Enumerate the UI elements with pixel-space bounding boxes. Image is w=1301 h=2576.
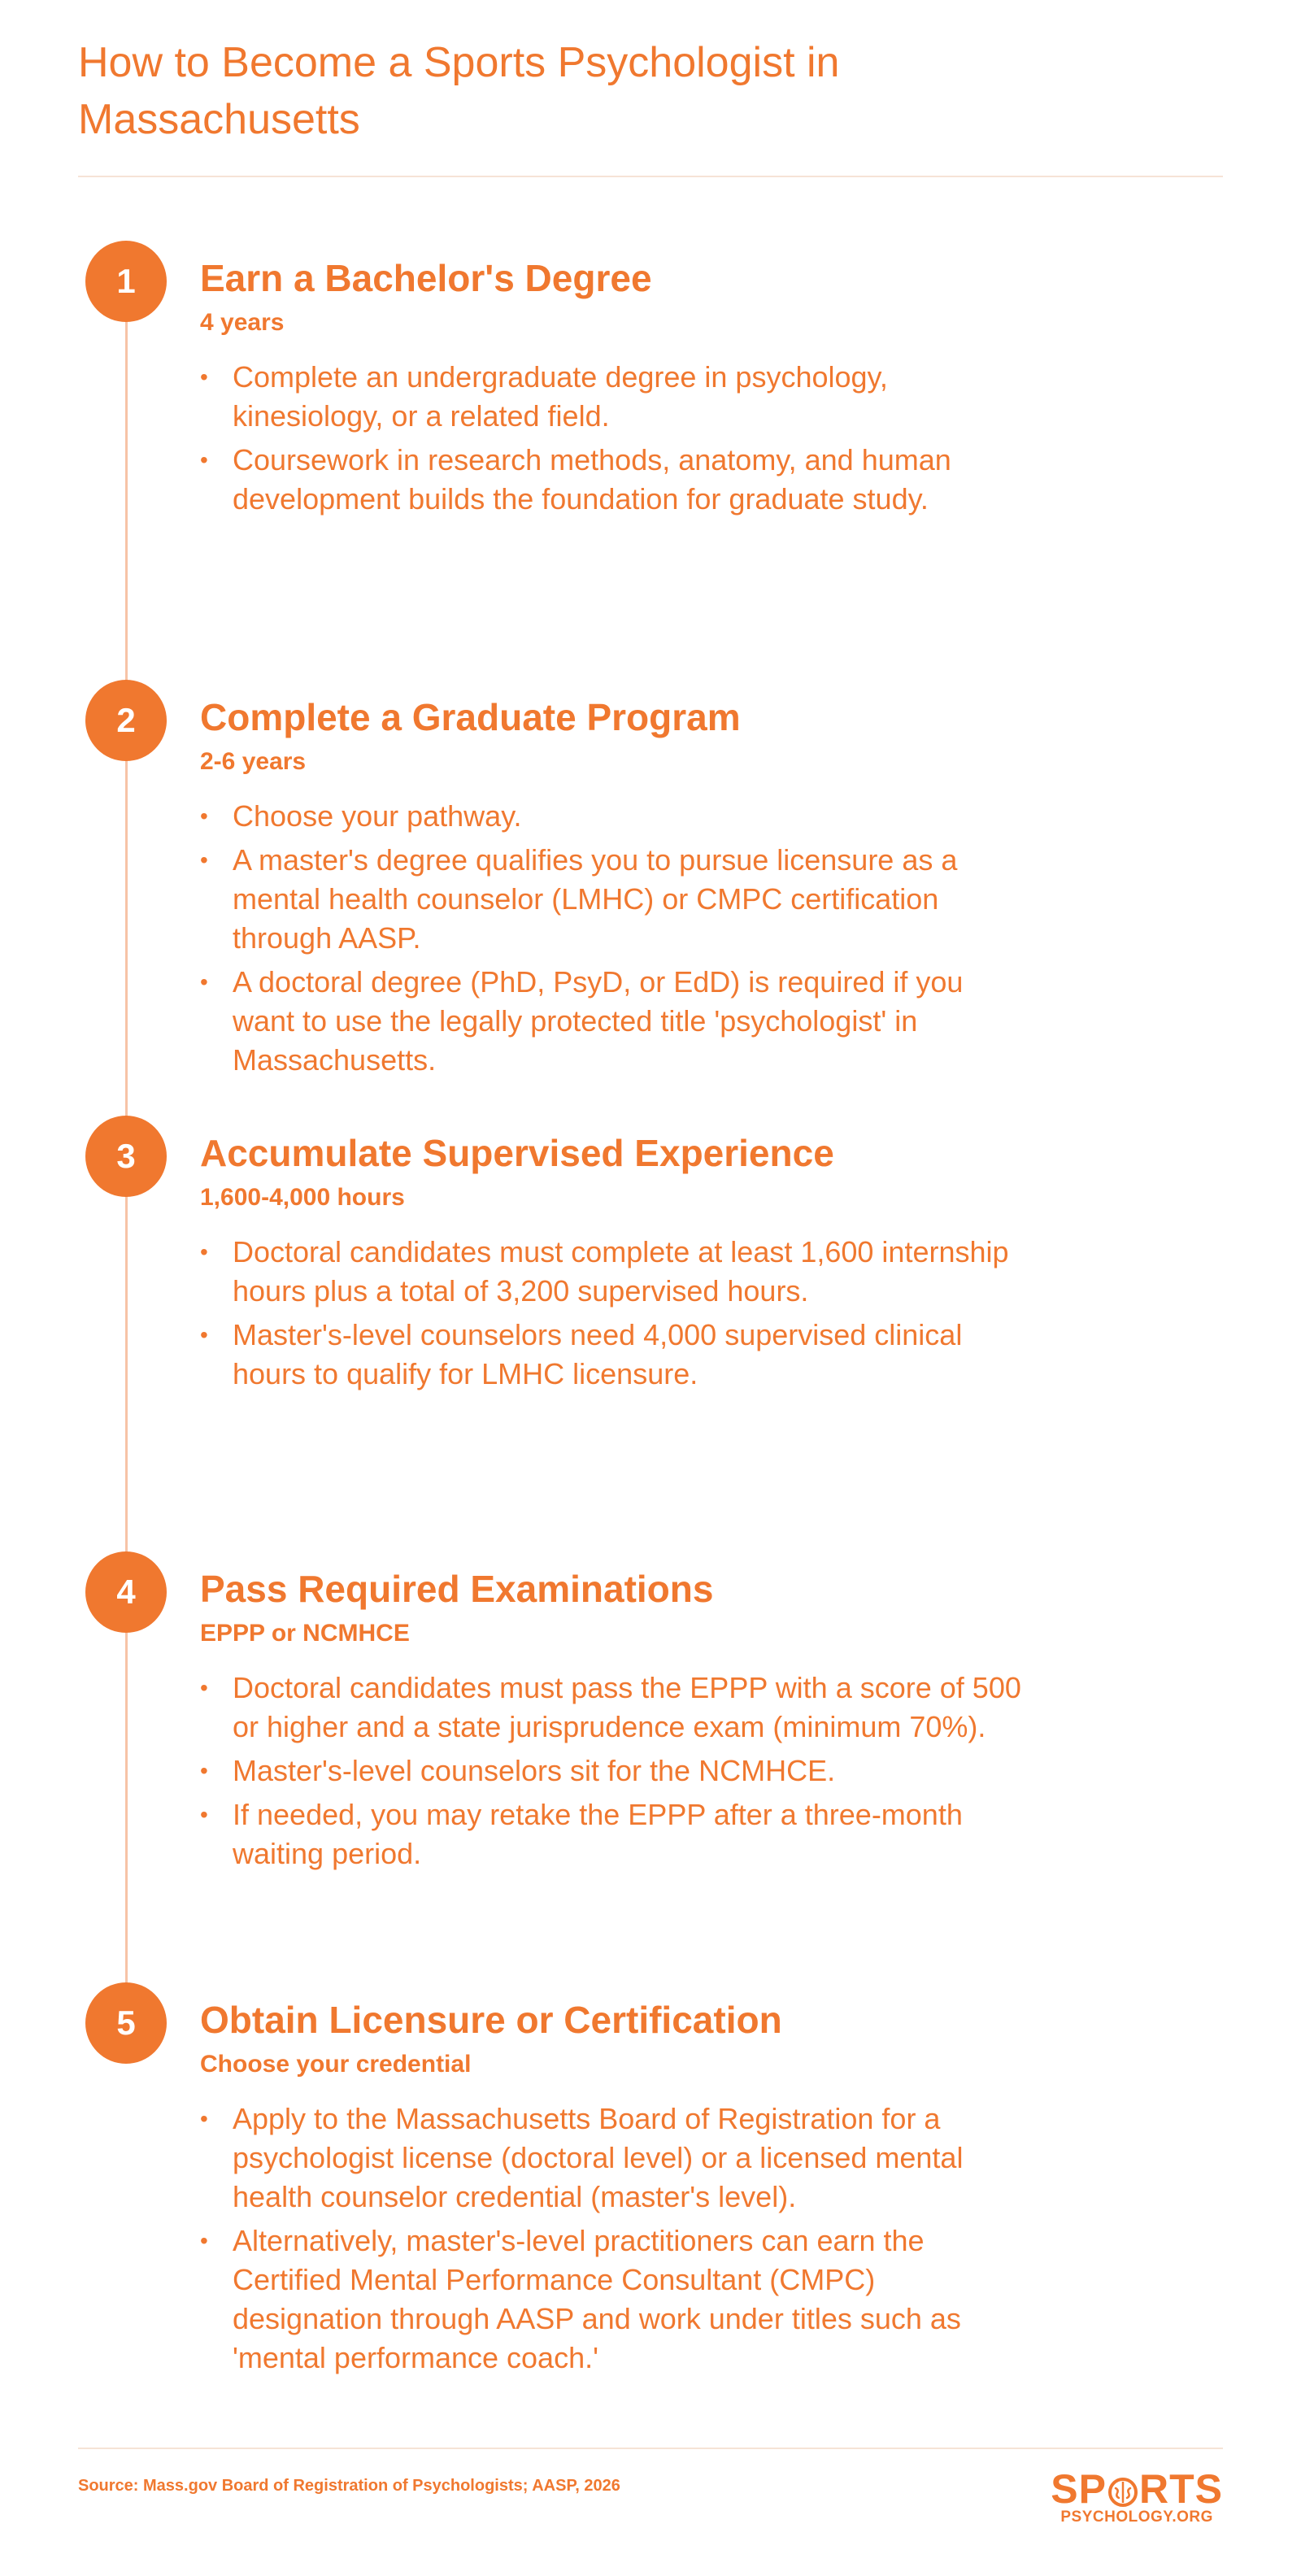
step-title: Pass Required Examinations [200, 1568, 714, 1610]
step-bullet-list [200, 358, 1029, 519]
step-title: Accumulate Supervised Experience [200, 1132, 834, 1174]
logo-text-start: SP [1051, 2466, 1107, 2512]
logo-wordmark [1051, 2466, 1223, 2512]
step-content [200, 694, 1029, 1085]
step-bullet: • Coursework in research methods, anatomy, and human development builds the foundation for graduate study. [200, 441, 1029, 519]
step-bullet: • Alternatively, master's-level practitioners can earn the Certified Mental Performance Consultant (CMPC) designation through AASP and work under titles such as 'mental performance coach.' [200, 2221, 1029, 2378]
step-title: Complete a Graduate Program [200, 696, 741, 738]
source-citation: Source: Mass.gov Board of Registration of Psychologists; AASP, 2026 [78, 2477, 620, 2495]
step-content [200, 255, 1029, 524]
brand-logo[interactable] [1051, 2466, 1223, 2526]
step-duration: 2-6 years [200, 748, 307, 775]
step-bullet: • A master's degree qualifies you to pursue licensure as a mental health counselor (LMHC) or CMPC certification through AASP. [200, 841, 1029, 958]
page-title: How to Become a Sports Psychologist in Massachusetts [78, 39, 840, 143]
logo-subtitle: PSYCHOLOGY.ORG [1060, 2509, 1213, 2526]
logo-text-end: RTS [1139, 2466, 1223, 2512]
brain-icon [1107, 2474, 1138, 2504]
step-bullet-list [200, 2100, 1029, 2378]
step-duration: 1,600-4,000 hours [200, 1184, 405, 1211]
step-bullet-list [200, 797, 1029, 1080]
step-duration: Choose your credential [200, 2051, 472, 2078]
step-bullet: • Choose your pathway. [200, 797, 1029, 836]
step-duration: EPPP or NCMHCE [200, 1620, 410, 1647]
step-bullet-list [200, 1233, 1029, 1394]
step-content [200, 1130, 1029, 1399]
step-title: Earn a Bachelor's Degree [200, 257, 652, 299]
step-bullet: • A doctoral degree (PhD, PsyD, or EdD) is required if you want to use the legally protected title 'psychologist' in Massachusetts. [200, 963, 1029, 1080]
step-bullet: • Doctoral candidates must complete at least 1,600 internship hours plus a total of 3,200 supervised hours. [200, 1233, 1029, 1311]
step-bullet: • If needed, you may retake the EPPP after a three-month waiting period. [200, 1795, 1029, 1873]
step-content [200, 1566, 1029, 1878]
step-bullet: • Master's-level counselors need 4,000 supervised clinical hours to qualify for LMHC licensure. [200, 1316, 1029, 1394]
step-bullet: • Complete an undergraduate degree in psychology, kinesiology, or a related field. [200, 358, 1029, 436]
step-bullet: • Doctoral candidates must pass the EPPP with a score of 500 or higher and a state jurisprudence exam (minimum 70%). [200, 1669, 1029, 1747]
header-divider [78, 176, 1223, 177]
step-bullet-list [200, 1669, 1029, 1873]
step-content [200, 1997, 1029, 2382]
step-duration: 4 years [200, 309, 285, 336]
step-number-badge: 5 [85, 1982, 167, 2064]
step-number-badge: 4 [85, 1551, 167, 1633]
step-number-badge: 3 [85, 1116, 167, 1197]
step-number-badge: 1 [85, 241, 167, 322]
step-bullet: • Master's-level counselors sit for the NCMHCE. [200, 1751, 1029, 1791]
step-title: Obtain Licensure or Certification [200, 1999, 782, 2041]
step-number-badge: 2 [85, 680, 167, 761]
step-bullet: • Apply to the Massachusetts Board of Registration for a psychologist license (doctoral level) or a licensed mental health counselor credential (master's level). [200, 2100, 1029, 2217]
footer-divider [78, 2448, 1223, 2449]
